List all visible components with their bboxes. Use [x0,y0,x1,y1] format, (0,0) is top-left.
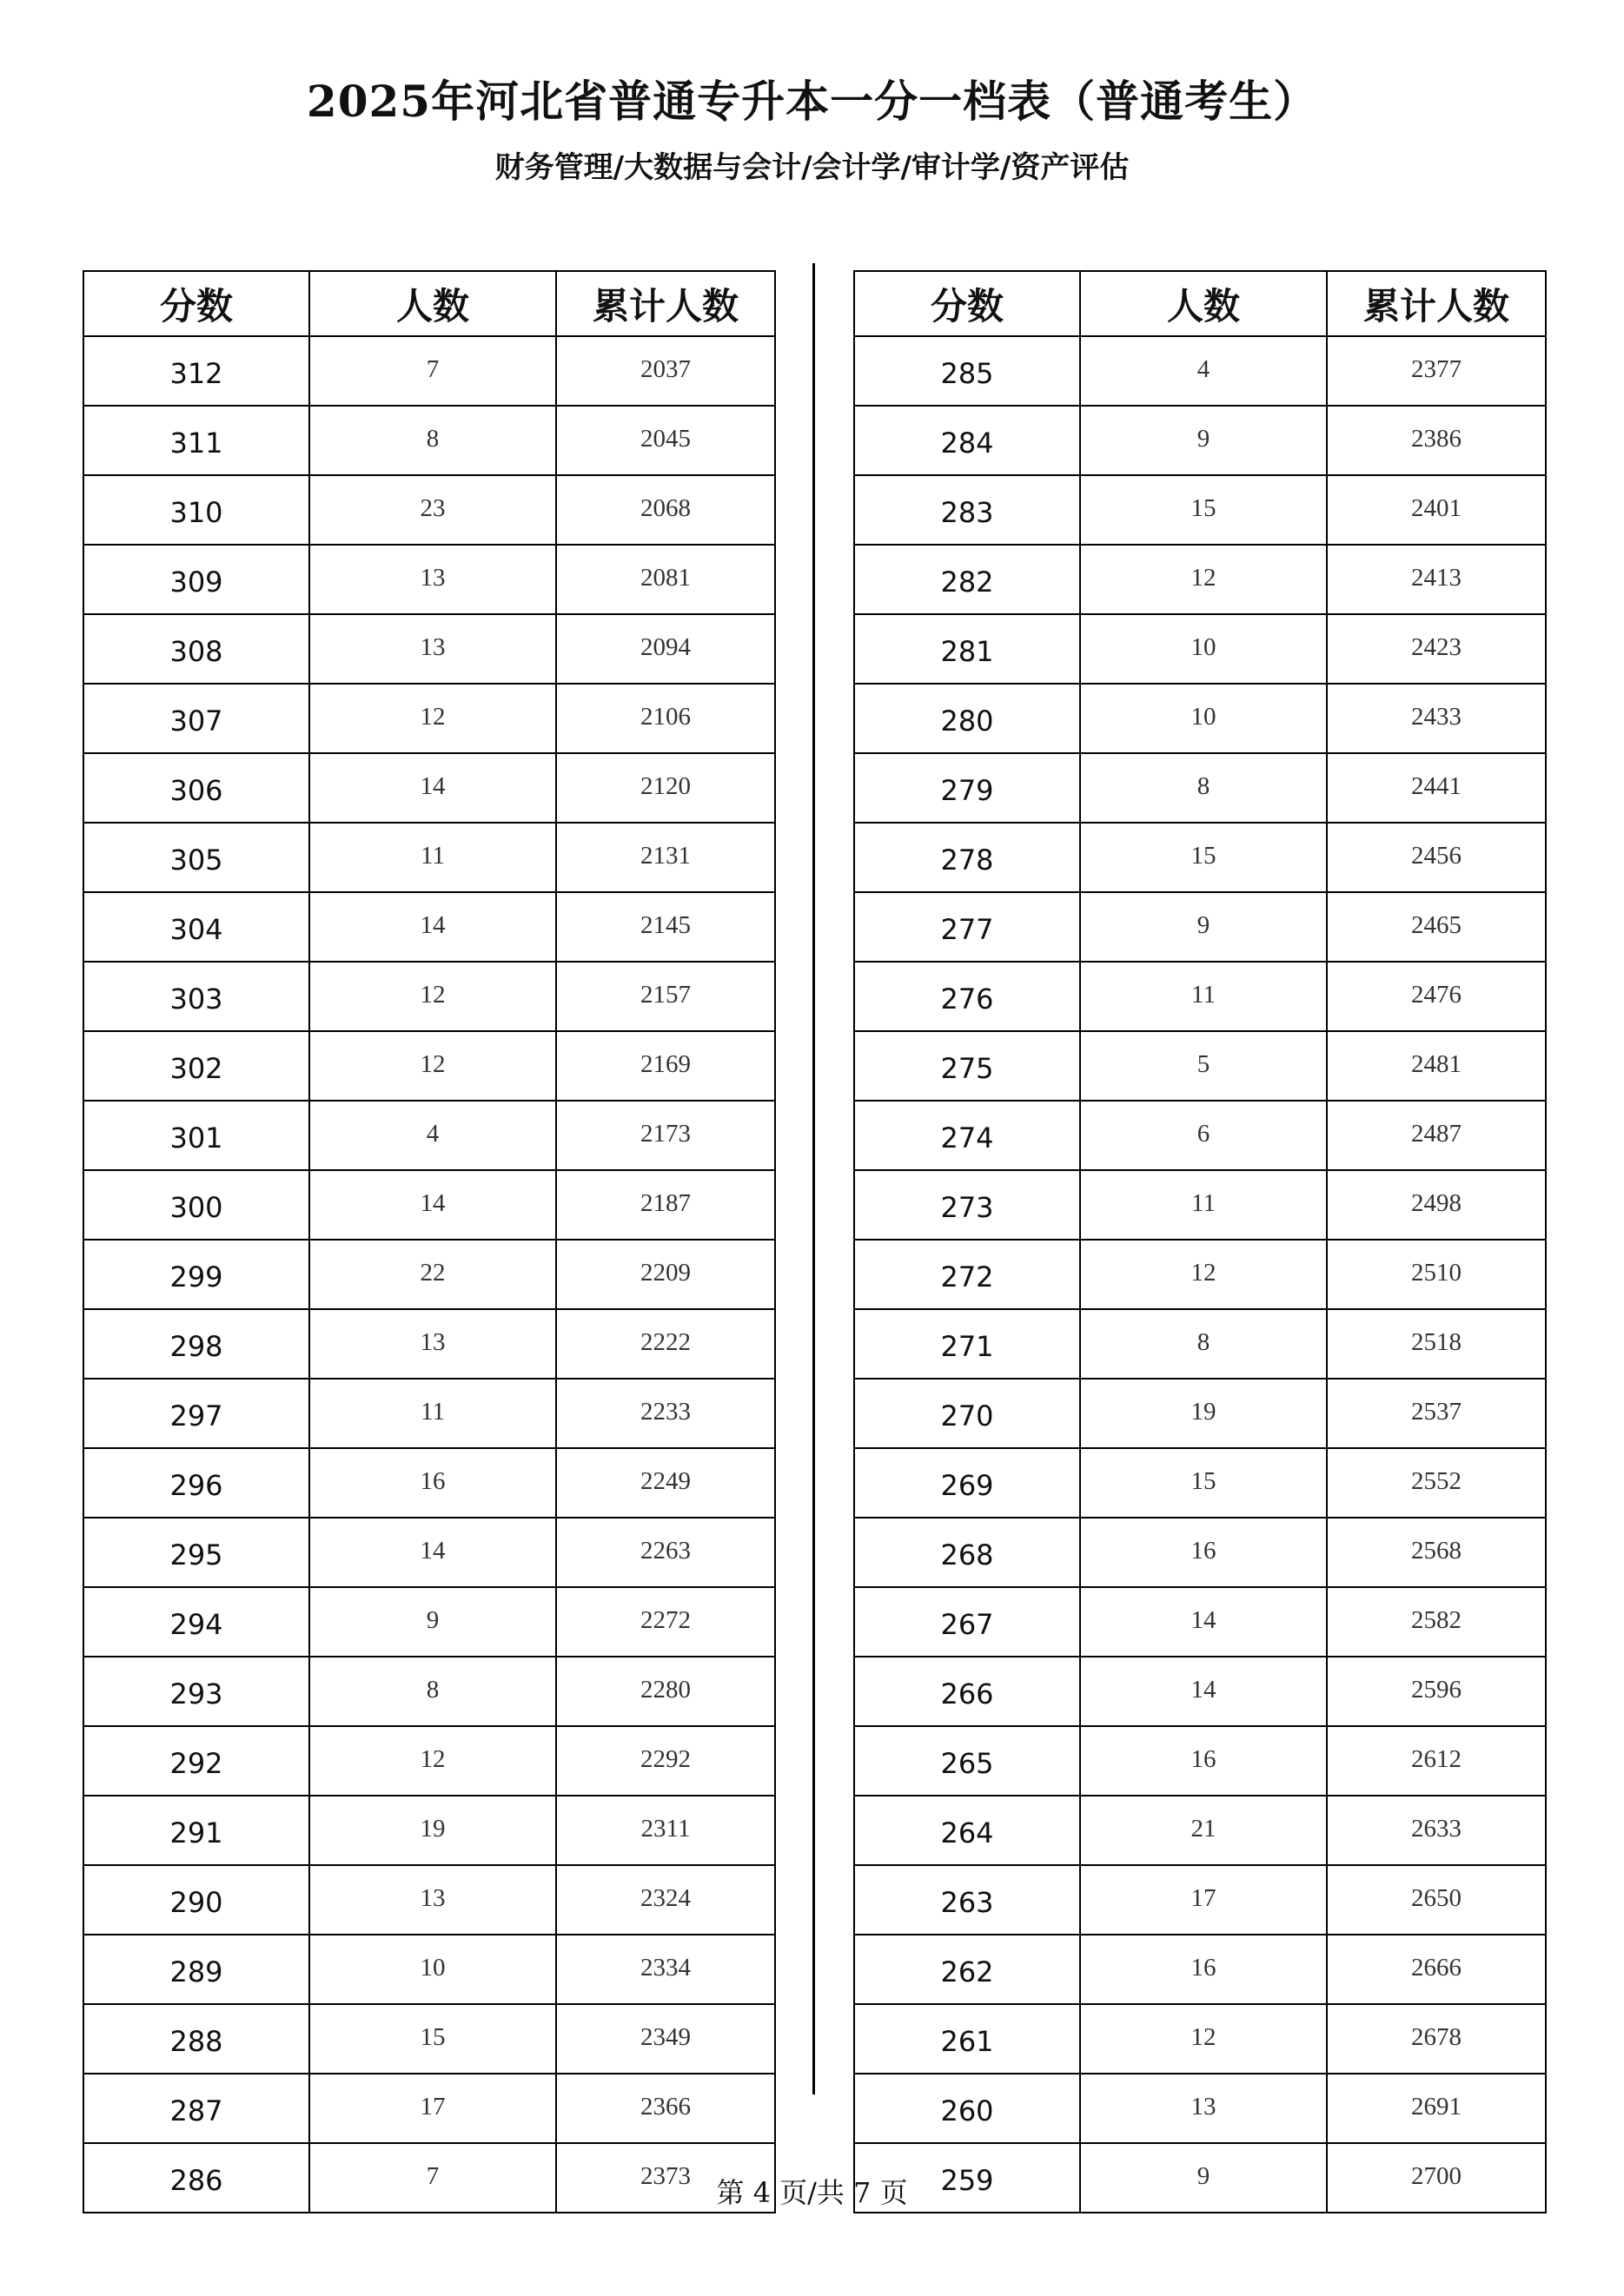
table-row [83,475,775,545]
table-row [854,1101,1546,1170]
count-cell: 11 [1080,1170,1327,1240]
cumulative-cell: 2377 [1327,336,1546,406]
count-cell: 7 [309,2143,556,2213]
score-cell: 268 [854,1518,1080,1587]
score-cell: 309 [83,545,309,614]
score-cell: 302 [83,1031,309,1101]
table-row [83,406,775,475]
score-cell: 260 [854,2074,1080,2143]
header-score: 分数 [83,271,309,336]
count-cell: 8 [309,1657,556,1726]
count-cell: 11 [1080,962,1327,1031]
count-cell: 7 [309,336,556,406]
score-cell: 279 [854,753,1080,823]
table-row [83,1865,775,1935]
table-row [83,336,775,406]
count-cell: 9 [1080,892,1327,962]
count-cell: 15 [309,2004,556,2074]
page-title: 2025年河北省普通专升本一分一档表（普通考生） [306,76,1318,127]
table-row [854,1170,1546,1240]
cumulative-cell: 2187 [556,1170,775,1240]
cumulative-cell: 2678 [1327,2004,1546,2074]
count-cell: 6 [1080,1101,1327,1170]
count-cell: 9 [309,1587,556,1657]
cumulative-cell: 2249 [556,1448,775,1518]
score-table-left [83,270,776,2213]
score-cell: 306 [83,753,309,823]
score-cell: 276 [854,962,1080,1031]
table-row [854,962,1546,1031]
count-cell: 16 [1080,1726,1327,1796]
count-cell: 15 [1080,823,1327,892]
count-cell: 13 [309,1309,556,1379]
cumulative-cell: 2280 [556,1657,775,1726]
score-cell: 288 [83,2004,309,2074]
cumulative-cell: 2324 [556,1865,775,1935]
cumulative-cell: 2311 [556,1796,775,1865]
table-row [854,475,1546,545]
count-cell: 4 [309,1101,556,1170]
score-cell: 286 [83,2143,309,2213]
column-divider [812,263,815,2094]
table-row [83,1448,775,1518]
cumulative-cell: 2476 [1327,962,1546,1031]
header-count: 人数 [1080,271,1327,336]
cumulative-cell: 2700 [1327,2143,1546,2213]
table-row [83,1935,775,2004]
count-cell: 21 [1080,1796,1327,1865]
score-cell: 303 [83,962,309,1031]
count-cell: 13 [1080,2074,1327,2143]
score-cell: 284 [854,406,1080,475]
count-cell: 12 [309,684,556,753]
table-row [854,1935,1546,2004]
table-row [83,2004,775,2074]
count-cell: 16 [1080,1935,1327,2004]
score-cell: 265 [854,1726,1080,1796]
cumulative-cell: 2666 [1327,1935,1546,2004]
cumulative-cell: 2209 [556,1240,775,1309]
cumulative-cell: 2386 [1327,406,1546,475]
score-cell: 273 [854,1170,1080,1240]
score-cell: 263 [854,1865,1080,1935]
score-cell: 312 [83,336,309,406]
count-cell: 8 [1080,753,1327,823]
score-cell: 308 [83,614,309,684]
score-cell: 296 [83,1448,309,1518]
count-cell: 14 [309,1170,556,1240]
table-row [83,2074,775,2143]
cumulative-cell: 2401 [1327,475,1546,545]
score-cell: 271 [854,1309,1080,1379]
score-cell: 262 [854,1935,1080,2004]
table-row [854,545,1546,614]
count-cell: 19 [1080,1379,1327,1448]
count-cell: 19 [309,1796,556,1865]
score-cell: 266 [854,1657,1080,1726]
score-cell: 298 [83,1309,309,1379]
cumulative-cell: 2510 [1327,1240,1546,1309]
score-cell: 261 [854,2004,1080,2074]
table-row [83,1240,775,1309]
count-cell: 10 [309,1935,556,2004]
cumulative-cell: 2373 [556,2143,775,2213]
count-cell: 14 [309,1518,556,1587]
count-cell: 23 [309,475,556,545]
count-cell: 10 [1080,684,1327,753]
cumulative-cell: 2233 [556,1379,775,1448]
count-cell: 11 [309,1379,556,1448]
score-cell: 275 [854,1031,1080,1101]
count-cell: 9 [1080,406,1327,475]
cumulative-cell: 2081 [556,545,775,614]
count-cell: 16 [1080,1518,1327,1587]
count-cell: 10 [1080,614,1327,684]
cumulative-cell: 2272 [556,1587,775,1657]
cumulative-cell: 2263 [556,1518,775,1587]
header-cumulative: 累计人数 [556,271,775,336]
table-row [854,684,1546,753]
cumulative-cell: 2120 [556,753,775,823]
count-cell: 11 [309,823,556,892]
table-row [854,892,1546,962]
count-cell: 14 [309,753,556,823]
header-cumulative: 累计人数 [1327,271,1546,336]
table-row [83,892,775,962]
cumulative-cell: 2596 [1327,1657,1546,1726]
table-row [854,2004,1546,2074]
score-cell: 289 [83,1935,309,2004]
table-header-row [83,271,775,336]
cumulative-cell: 2552 [1327,1448,1546,1518]
cumulative-cell: 2094 [556,614,775,684]
cumulative-cell: 2145 [556,892,775,962]
cumulative-cell: 2582 [1327,1587,1546,1657]
count-cell: 16 [309,1448,556,1518]
score-cell: 310 [83,475,309,545]
cumulative-cell: 2691 [1327,2074,1546,2143]
score-cell: 304 [83,892,309,962]
score-cell: 305 [83,823,309,892]
table-row [83,1031,775,1101]
score-cell: 300 [83,1170,309,1240]
count-cell: 12 [309,1726,556,1796]
count-cell: 13 [309,614,556,684]
count-cell: 14 [1080,1587,1327,1657]
count-cell: 13 [309,545,556,614]
count-cell: 13 [309,1865,556,1935]
score-cell: 292 [83,1726,309,1796]
cumulative-cell: 2131 [556,823,775,892]
cumulative-cell: 2068 [556,475,775,545]
table-row [83,1101,775,1170]
table-row [83,1657,775,1726]
table-row [83,962,775,1031]
cumulative-cell: 2334 [556,1935,775,2004]
table-row [854,1031,1546,1101]
cumulative-cell: 2433 [1327,684,1546,753]
score-cell: 311 [83,406,309,475]
table-row [83,1518,775,1587]
table-row [854,1518,1546,1587]
count-cell: 5 [1080,1031,1327,1101]
score-cell: 283 [854,475,1080,545]
count-cell: 22 [309,1240,556,1309]
score-cell: 267 [854,1587,1080,1657]
count-cell: 12 [309,962,556,1031]
cumulative-cell: 2537 [1327,1379,1546,1448]
table-row [83,545,775,614]
table-row [83,753,775,823]
table-row [854,1379,1546,1448]
count-cell: 9 [1080,2143,1327,2213]
count-cell: 17 [309,2074,556,2143]
table-row [83,1587,775,1657]
score-cell: 294 [83,1587,309,1657]
header-score: 分数 [854,271,1080,336]
table-row [854,614,1546,684]
score-cell: 274 [854,1101,1080,1170]
count-cell: 12 [1080,1240,1327,1309]
score-cell: 264 [854,1796,1080,1865]
score-cell: 281 [854,614,1080,684]
table-row [854,1796,1546,1865]
table-row [854,1657,1546,1726]
table-row [83,684,775,753]
count-cell: 14 [309,892,556,962]
table-row [854,823,1546,892]
score-cell: 290 [83,1865,309,1935]
score-cell: 293 [83,1657,309,1726]
table-row [854,336,1546,406]
score-cell: 287 [83,2074,309,2143]
cumulative-cell: 2037 [556,336,775,406]
page-subtitle: 财务管理/大数据与会计/会计学/审计学/资产评估 [494,150,1130,185]
table-row [854,1309,1546,1379]
score-cell: 297 [83,1379,309,1448]
cumulative-cell: 2518 [1327,1309,1546,1379]
score-cell: 301 [83,1101,309,1170]
cumulative-cell: 2157 [556,962,775,1031]
cumulative-cell: 2413 [1327,545,1546,614]
table-row [83,1170,775,1240]
table-row [83,1796,775,1865]
table-row [854,1865,1546,1935]
cumulative-cell: 2366 [556,2074,775,2143]
cumulative-cell: 2292 [556,1726,775,1796]
count-cell: 12 [309,1031,556,1101]
count-cell: 8 [1080,1309,1327,1379]
cumulative-cell: 2423 [1327,614,1546,684]
cumulative-cell: 2045 [556,406,775,475]
table-row [854,406,1546,475]
cumulative-cell: 2222 [556,1309,775,1379]
count-cell: 12 [1080,545,1327,614]
cumulative-cell: 2106 [556,684,775,753]
score-cell: 307 [83,684,309,753]
score-cell: 291 [83,1796,309,1865]
cumulative-cell: 2612 [1327,1726,1546,1796]
table-row [854,1448,1546,1518]
table-row [854,753,1546,823]
score-cell: 272 [854,1240,1080,1309]
cumulative-cell: 2441 [1327,753,1546,823]
table-row [854,2074,1546,2143]
count-cell: 4 [1080,336,1327,406]
count-cell: 12 [1080,2004,1327,2074]
score-cell: 269 [854,1448,1080,1518]
cumulative-cell: 2349 [556,2004,775,2074]
table-header-row [854,271,1546,336]
cumulative-cell: 2633 [1327,1796,1546,1865]
cumulative-cell: 2487 [1327,1101,1546,1170]
score-cell: 280 [854,684,1080,753]
cumulative-cell: 2456 [1327,823,1546,892]
score-cell: 259 [854,2143,1080,2213]
score-cell: 282 [854,545,1080,614]
table-row [83,1726,775,1796]
count-cell: 8 [309,406,556,475]
cumulative-cell: 2650 [1327,1865,1546,1935]
cumulative-cell: 2169 [556,1031,775,1101]
score-cell: 270 [854,1379,1080,1448]
count-cell: 15 [1080,475,1327,545]
cumulative-cell: 2173 [556,1101,775,1170]
score-cell: 278 [854,823,1080,892]
cumulative-cell: 2465 [1327,892,1546,962]
score-cell: 277 [854,892,1080,962]
cumulative-cell: 2498 [1327,1170,1546,1240]
count-cell: 15 [1080,1448,1327,1518]
table-row [83,614,775,684]
table-row [854,1240,1546,1309]
table-row [83,823,775,892]
score-table-right [853,270,1547,2213]
table-row [854,1726,1546,1796]
cumulative-cell: 2481 [1327,1031,1546,1101]
count-cell: 14 [1080,1657,1327,1726]
score-cell: 299 [83,1240,309,1309]
count-cell: 17 [1080,1865,1327,1935]
score-cell: 285 [854,336,1080,406]
table-row [854,1587,1546,1657]
page-footer: 第 4 页/共 7 页 [716,2176,908,2209]
score-cell: 295 [83,1518,309,1587]
cumulative-cell: 2568 [1327,1518,1546,1587]
table-row [83,1309,775,1379]
header-count: 人数 [309,271,556,336]
table-row [83,1379,775,1448]
